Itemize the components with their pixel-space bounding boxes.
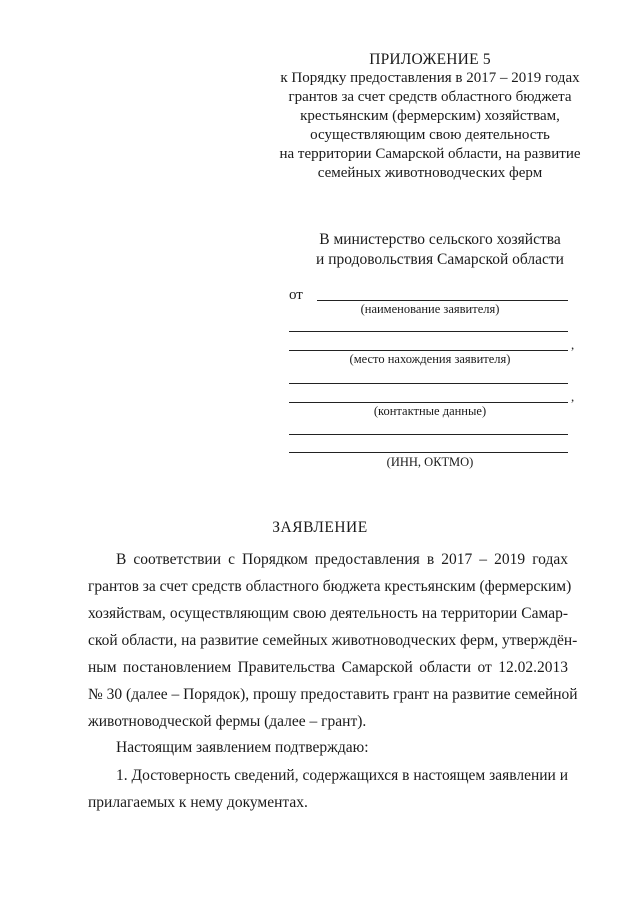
statement-paragraph-2 [88, 734, 568, 761]
appendix-line: семейных животноводческих ферм [317, 165, 543, 181]
paragraph-line: 1. Достоверность сведений, содержащихся в настоящем заявлении и [116, 767, 568, 784]
contacts-line [289, 402, 568, 403]
paragraph-line: Настоящим заявлением подтверждаю: [116, 739, 369, 756]
inn-caption: (ИНН, ОКТМО) [386, 455, 474, 469]
applicant-name-line-2 [289, 331, 568, 332]
paragraph-line: В соответствии с Порядком предоставления в 2017 – 2019 годах [116, 551, 568, 568]
statement-paragraph-1 [88, 546, 578, 735]
appendix-line: грантов за счет средств областного бюджета [288, 89, 572, 105]
comma: , [571, 389, 575, 404]
location-line [289, 350, 568, 351]
appendix-line: к Порядку предоставления в 2017 – 2019 годах [280, 70, 580, 86]
from-label: от [289, 287, 303, 303]
inn-line [289, 452, 568, 453]
paragraph-line: прилагаемых к нему документах. [88, 794, 308, 811]
paragraph-line: хозяйствам, осуществляющим свою деятельность на территории Самар- [88, 605, 568, 622]
paragraph-line: № 30 (далее – Порядок), прошу предоставить грант на развитие семейной [88, 686, 578, 703]
appendix-title: ПРИЛОЖЕНИЕ 5 [369, 51, 491, 68]
location-line-2 [289, 383, 568, 384]
statement-paragraph-3 [88, 762, 568, 816]
location-caption: (место нахождения заявителя) [349, 352, 511, 366]
contacts-caption: (контактные данные) [373, 404, 487, 418]
appendix-line: на территории Самарской области, на развитие [279, 146, 581, 162]
appendix-line: осуществляющим свою деятельность [310, 127, 550, 143]
appendix-line: крестьянским (фермерским) хозяйствам, [300, 108, 560, 124]
appendix-header [230, 50, 630, 183]
comma: , [571, 337, 575, 352]
paragraph-line: ской области, на развитие семейных животноводческих ферм, утверждён- [88, 632, 578, 649]
addressee-line: В министерство сельского хозяйства [319, 231, 561, 248]
paragraph-line: ным постановлением Правительства Самарской области от 12.02.2013 [88, 659, 568, 676]
addressee-line: и продовольствия Самарской области [316, 251, 564, 268]
contacts-line-2 [289, 434, 568, 435]
applicant-name-caption: (наименование заявителя) [360, 302, 500, 316]
statement-title: ЗАЯВЛЕНИЕ [272, 519, 368, 536]
applicant-name-line [317, 300, 568, 301]
paragraph-line: животноводческой фермы (далее – грант). [88, 713, 367, 730]
addressee-block [280, 230, 600, 270]
paragraph-line: грантов за счет средств областного бюджета крестьянским (фермерским) [88, 578, 572, 595]
